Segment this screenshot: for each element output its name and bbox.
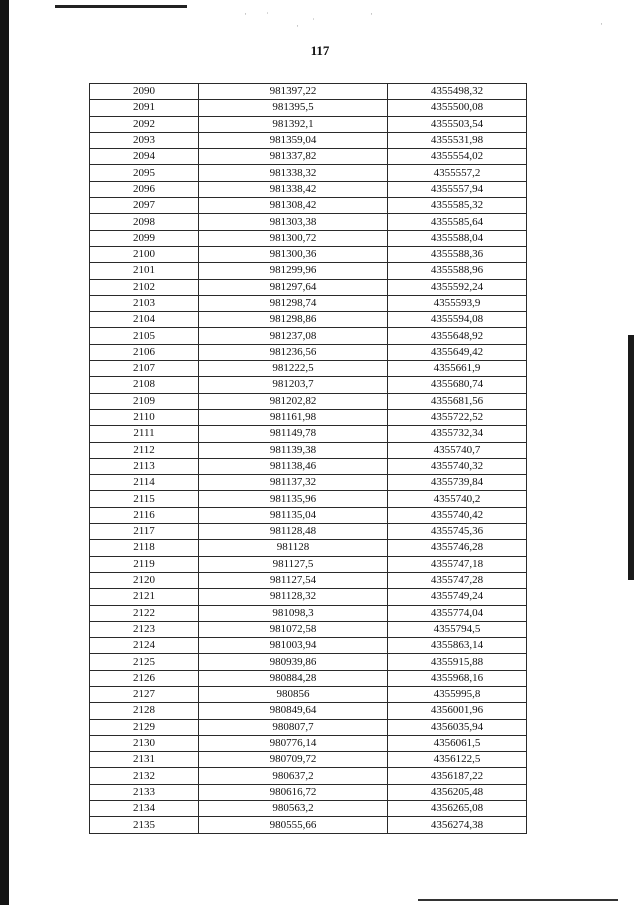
y-coordinate-cell: 4356001,96 — [388, 703, 527, 719]
point-number-cell: 2120 — [90, 572, 199, 588]
scan-edge-left — [0, 0, 9, 905]
point-number-cell: 2123 — [90, 621, 199, 637]
table-row — [90, 328, 527, 344]
point-number-cell: 2108 — [90, 377, 199, 393]
y-coordinate-cell: 4355722,52 — [388, 409, 527, 425]
y-coordinate-cell: 4355740,7 — [388, 442, 527, 458]
table-row — [90, 263, 527, 279]
x-coordinate-cell: 981161,98 — [199, 409, 388, 425]
scan-speck: · — [370, 9, 373, 19]
table-row — [90, 426, 527, 442]
x-coordinate-cell: 981237,08 — [199, 328, 388, 344]
table-row — [90, 605, 527, 621]
y-coordinate-cell: 4355588,36 — [388, 246, 527, 262]
table-row — [90, 524, 527, 540]
table-row — [90, 589, 527, 605]
y-coordinate-cell: 4355588,04 — [388, 230, 527, 246]
point-number-cell: 2098 — [90, 214, 199, 230]
table-row — [90, 361, 527, 377]
point-number-cell: 2093 — [90, 132, 199, 148]
page-number: 117 — [310, 43, 330, 58]
table-row — [90, 116, 527, 132]
point-number-cell: 2103 — [90, 295, 199, 311]
x-coordinate-cell: 980563,2 — [199, 801, 388, 817]
y-coordinate-cell: 4355648,92 — [388, 328, 527, 344]
x-coordinate-cell: 981128,48 — [199, 524, 388, 540]
y-coordinate-cell: 4355681,56 — [388, 393, 527, 409]
point-number-cell: 2107 — [90, 361, 199, 377]
scan-speck: · — [296, 21, 299, 31]
x-coordinate-cell: 981128,32 — [199, 589, 388, 605]
y-coordinate-cell: 4355745,36 — [388, 524, 527, 540]
x-coordinate-cell: 980616,72 — [199, 784, 388, 800]
point-number-cell: 2104 — [90, 312, 199, 328]
table-row — [90, 654, 527, 670]
table-row — [90, 214, 527, 230]
table-row — [90, 100, 527, 116]
table-row — [90, 393, 527, 409]
x-coordinate-cell: 980849,64 — [199, 703, 388, 719]
point-number-cell: 2131 — [90, 752, 199, 768]
table-row — [90, 768, 527, 784]
y-coordinate-cell: 4355557,2 — [388, 165, 527, 181]
x-coordinate-cell: 980856 — [199, 686, 388, 702]
y-coordinate-cell: 4355649,42 — [388, 344, 527, 360]
table-row — [90, 556, 527, 572]
x-coordinate-cell: 981300,72 — [199, 230, 388, 246]
scan-speck: · — [244, 9, 247, 19]
x-coordinate-cell: 981299,96 — [199, 263, 388, 279]
table-row — [90, 458, 527, 474]
point-number-cell: 2095 — [90, 165, 199, 181]
table-row — [90, 686, 527, 702]
table-row — [90, 344, 527, 360]
table-row — [90, 817, 527, 833]
table-row — [90, 312, 527, 328]
table-row — [90, 442, 527, 458]
x-coordinate-cell: 981137,32 — [199, 475, 388, 491]
scan-edge-right — [628, 335, 634, 580]
y-coordinate-cell: 4355915,88 — [388, 654, 527, 670]
x-coordinate-cell: 981395,5 — [199, 100, 388, 116]
y-coordinate-cell: 4355747,18 — [388, 556, 527, 572]
x-coordinate-cell: 981135,96 — [199, 491, 388, 507]
point-number-cell: 2126 — [90, 670, 199, 686]
table-row — [90, 377, 527, 393]
table-row — [90, 703, 527, 719]
x-coordinate-cell: 981139,38 — [199, 442, 388, 458]
point-number-cell: 2121 — [90, 589, 199, 605]
x-coordinate-cell: 981203,7 — [199, 377, 388, 393]
y-coordinate-cell: 4355585,32 — [388, 198, 527, 214]
x-coordinate-cell: 980555,66 — [199, 817, 388, 833]
x-coordinate-cell: 981298,74 — [199, 295, 388, 311]
x-coordinate-cell: 981222,5 — [199, 361, 388, 377]
x-coordinate-cell: 981127,5 — [199, 556, 388, 572]
point-number-cell: 2091 — [90, 100, 199, 116]
point-number-cell: 2099 — [90, 230, 199, 246]
x-coordinate-cell: 980637,2 — [199, 768, 388, 784]
point-number-cell: 2115 — [90, 491, 199, 507]
point-number-cell: 2127 — [90, 686, 199, 702]
point-number-cell: 2128 — [90, 703, 199, 719]
y-coordinate-cell: 4355594,08 — [388, 312, 527, 328]
x-coordinate-cell: 981135,04 — [199, 507, 388, 523]
point-number-cell: 2122 — [90, 605, 199, 621]
point-number-cell: 2134 — [90, 801, 199, 817]
x-coordinate-cell: 981297,64 — [199, 279, 388, 295]
x-coordinate-cell: 980939,86 — [199, 654, 388, 670]
table-row — [90, 475, 527, 491]
y-coordinate-cell: 4355968,16 — [388, 670, 527, 686]
x-coordinate-cell: 981392,1 — [199, 116, 388, 132]
y-coordinate-cell: 4355661,9 — [388, 361, 527, 377]
y-coordinate-cell: 4355794,5 — [388, 621, 527, 637]
y-coordinate-cell: 4356187,22 — [388, 768, 527, 784]
x-coordinate-cell: 981300,36 — [199, 246, 388, 262]
table-row — [90, 752, 527, 768]
x-coordinate-cell: 981338,42 — [199, 181, 388, 197]
table-row — [90, 279, 527, 295]
point-number-cell: 2113 — [90, 458, 199, 474]
table-row — [90, 638, 527, 654]
x-coordinate-cell: 980884,28 — [199, 670, 388, 686]
x-coordinate-cell: 981308,42 — [199, 198, 388, 214]
x-coordinate-cell: 980709,72 — [199, 752, 388, 768]
point-number-cell: 2118 — [90, 540, 199, 556]
y-coordinate-cell: 4355593,9 — [388, 295, 527, 311]
x-coordinate-cell: 980807,7 — [199, 719, 388, 735]
point-number-cell: 2130 — [90, 735, 199, 751]
x-coordinate-cell: 981003,94 — [199, 638, 388, 654]
y-coordinate-cell: 4355740,42 — [388, 507, 527, 523]
scan-speck: ˙ — [312, 17, 315, 27]
y-coordinate-cell: 4356035,94 — [388, 719, 527, 735]
table-row — [90, 801, 527, 817]
y-coordinate-cell: 4355503,54 — [388, 116, 527, 132]
y-coordinate-cell: 4356274,38 — [388, 817, 527, 833]
y-coordinate-cell: 4355588,96 — [388, 263, 527, 279]
point-number-cell: 2106 — [90, 344, 199, 360]
point-number-cell: 2114 — [90, 475, 199, 491]
y-coordinate-cell: 4355585,64 — [388, 214, 527, 230]
point-number-cell: 2117 — [90, 524, 199, 540]
scan-mark-bottom — [418, 899, 618, 901]
point-number-cell: 2092 — [90, 116, 199, 132]
y-coordinate-cell: 4355592,24 — [388, 279, 527, 295]
y-coordinate-cell: 4355740,32 — [388, 458, 527, 474]
table-row — [90, 784, 527, 800]
x-coordinate-cell: 981338,32 — [199, 165, 388, 181]
point-number-cell: 2097 — [90, 198, 199, 214]
x-coordinate-cell: 981359,04 — [199, 132, 388, 148]
x-coordinate-cell: 981072,58 — [199, 621, 388, 637]
point-number-cell: 2110 — [90, 409, 199, 425]
table-row — [90, 149, 527, 165]
y-coordinate-cell: 4355774,04 — [388, 605, 527, 621]
x-coordinate-cell: 981303,38 — [199, 214, 388, 230]
y-coordinate-cell: 4356265,08 — [388, 801, 527, 817]
x-coordinate-cell: 981138,46 — [199, 458, 388, 474]
y-coordinate-cell: 4355995,8 — [388, 686, 527, 702]
table-row — [90, 165, 527, 181]
point-number-cell: 2116 — [90, 507, 199, 523]
table-row — [90, 491, 527, 507]
point-number-cell: 2101 — [90, 263, 199, 279]
point-number-cell: 2105 — [90, 328, 199, 344]
x-coordinate-cell: 981298,86 — [199, 312, 388, 328]
y-coordinate-cell: 4355863,14 — [388, 638, 527, 654]
y-coordinate-cell: 4355747,28 — [388, 572, 527, 588]
scan-speck: ˙ — [266, 11, 269, 21]
y-coordinate-cell: 4355554,02 — [388, 149, 527, 165]
scan-mark-top — [55, 5, 187, 8]
table-row — [90, 295, 527, 311]
x-coordinate-cell: 980776,14 — [199, 735, 388, 751]
y-coordinate-cell: 4355749,24 — [388, 589, 527, 605]
point-number-cell: 2111 — [90, 426, 199, 442]
point-number-cell: 2096 — [90, 181, 199, 197]
table-row — [90, 132, 527, 148]
point-number-cell: 2102 — [90, 279, 199, 295]
table-row — [90, 84, 527, 100]
x-coordinate-cell: 981202,82 — [199, 393, 388, 409]
table-row — [90, 230, 527, 246]
point-number-cell: 2125 — [90, 654, 199, 670]
table-row — [90, 198, 527, 214]
x-coordinate-cell: 981337,82 — [199, 149, 388, 165]
table-row — [90, 670, 527, 686]
point-number-cell: 2133 — [90, 784, 199, 800]
table-row — [90, 719, 527, 735]
x-coordinate-cell: 981149,78 — [199, 426, 388, 442]
x-coordinate-cell: 981397,22 — [199, 84, 388, 100]
point-number-cell: 2124 — [90, 638, 199, 654]
point-number-cell: 2129 — [90, 719, 199, 735]
point-number-cell: 2112 — [90, 442, 199, 458]
y-coordinate-cell: 4355500,08 — [388, 100, 527, 116]
table-row — [90, 181, 527, 197]
point-number-cell: 2109 — [90, 393, 199, 409]
y-coordinate-cell: 4355498,32 — [388, 84, 527, 100]
table-row — [90, 409, 527, 425]
y-coordinate-cell: 4355732,34 — [388, 426, 527, 442]
y-coordinate-cell: 4355557,94 — [388, 181, 527, 197]
table-row — [90, 507, 527, 523]
x-coordinate-cell: 981098,3 — [199, 605, 388, 621]
scan-speck: · — [600, 19, 603, 29]
y-coordinate-cell: 4355740,2 — [388, 491, 527, 507]
point-number-cell: 2119 — [90, 556, 199, 572]
y-coordinate-cell: 4356205,48 — [388, 784, 527, 800]
table-row — [90, 572, 527, 588]
point-number-cell: 2090 — [90, 84, 199, 100]
y-coordinate-cell: 4356122,5 — [388, 752, 527, 768]
table-row — [90, 735, 527, 751]
table-row — [90, 621, 527, 637]
point-number-cell: 2094 — [90, 149, 199, 165]
x-coordinate-cell: 981236,56 — [199, 344, 388, 360]
table-row — [90, 540, 527, 556]
y-coordinate-cell: 4355680,74 — [388, 377, 527, 393]
x-coordinate-cell: 981127,54 — [199, 572, 388, 588]
coordinates-table — [89, 83, 527, 834]
coordinates-table-body — [90, 84, 527, 834]
table-row — [90, 246, 527, 262]
point-number-cell: 2135 — [90, 817, 199, 833]
y-coordinate-cell: 4356061,5 — [388, 735, 527, 751]
y-coordinate-cell: 4355739,84 — [388, 475, 527, 491]
point-number-cell: 2100 — [90, 246, 199, 262]
y-coordinate-cell: 4355531,98 — [388, 132, 527, 148]
y-coordinate-cell: 4355746,28 — [388, 540, 527, 556]
x-coordinate-cell: 981128 — [199, 540, 388, 556]
point-number-cell: 2132 — [90, 768, 199, 784]
